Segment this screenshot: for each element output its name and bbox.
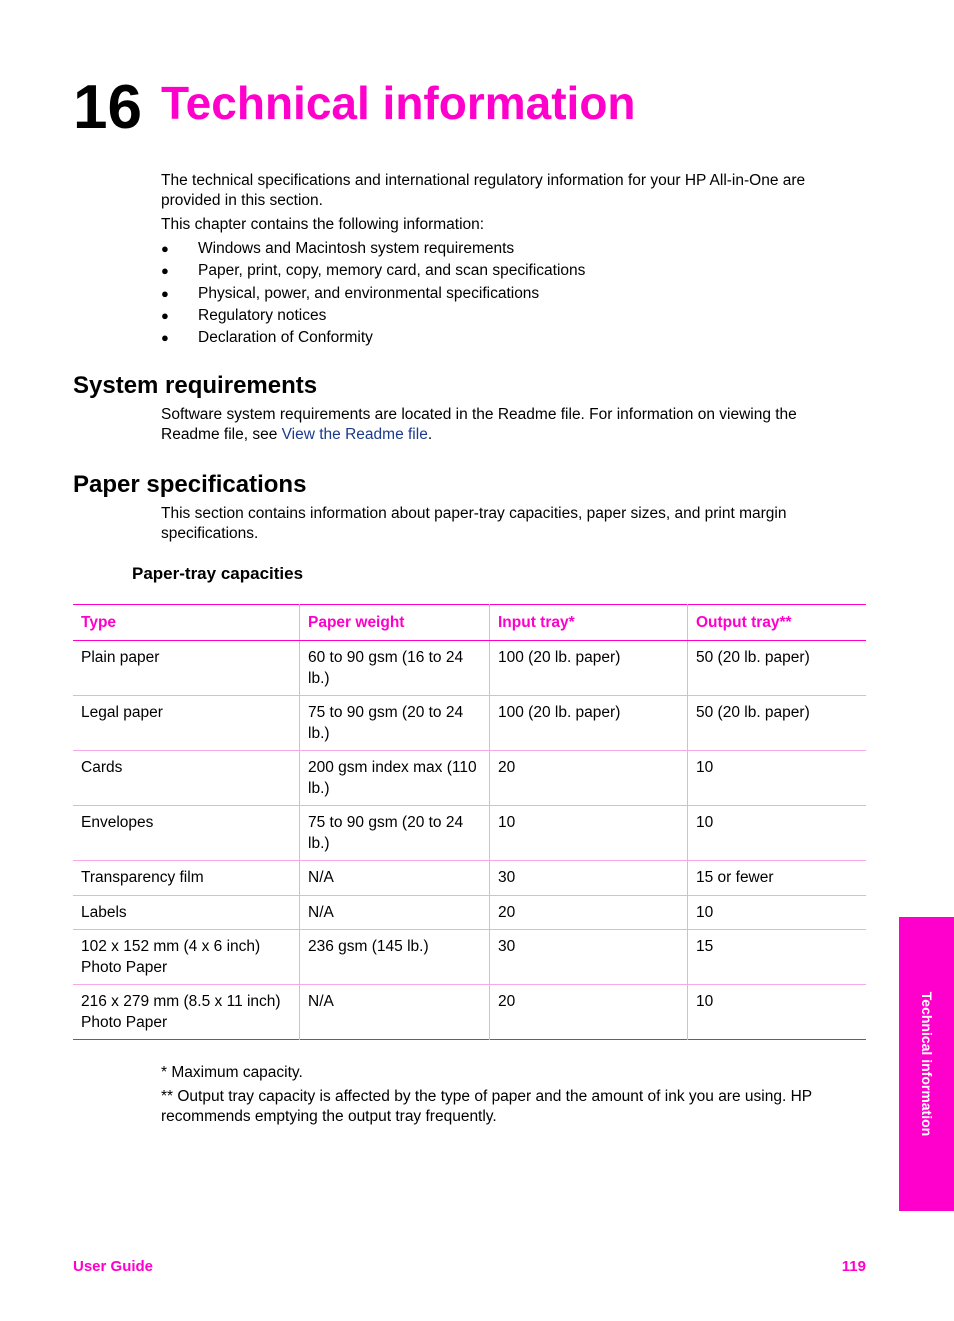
bullet-icon: ● [161, 307, 169, 323]
footer-guide-title: User Guide [73, 1258, 154, 1275]
list-item: ● Physical, power, and environmental specifications [161, 284, 540, 302]
header-output-tray: Output tray** [688, 605, 867, 641]
system-requirements-heading: System requirements [73, 372, 318, 399]
table-row [73, 806, 866, 861]
paper-tray-capacities-heading: Paper-tray capacities [132, 564, 304, 583]
cell-weight: N/A [300, 895, 490, 930]
cell-output: 50 (20 lb. paper) [688, 641, 867, 696]
readme-link[interactable]: View the Readme file [281, 426, 428, 443]
cell-type: Transparency film [73, 861, 300, 896]
table-row [73, 696, 866, 751]
side-tab-label: Technical information [918, 991, 935, 1137]
chapter-number: 16 [73, 73, 142, 142]
bullet-icon: ● [161, 330, 169, 345]
table-row [73, 895, 866, 930]
cell-input: 30 [490, 861, 688, 896]
cell-output: 15 or fewer [688, 861, 867, 896]
bullet-icon: ● [161, 285, 169, 301]
header-input-tray: Input tray* [490, 605, 688, 641]
table-row [73, 751, 866, 806]
cell-output: 10 [688, 806, 867, 861]
bullet-icon: ● [161, 241, 169, 256]
cell-type: Legal paper [73, 696, 300, 751]
header-type: Type [73, 605, 300, 641]
cell-input: 100 (20 lb. paper) [490, 641, 688, 696]
table-row [73, 985, 866, 1040]
chapter-side-tab [899, 917, 954, 1211]
table-row [73, 641, 866, 696]
list-item: ● Windows and Macintosh system requirements [161, 240, 515, 257]
table-row [73, 930, 866, 985]
paper-tray-table [73, 604, 866, 1040]
chapter-title: Technical information [161, 77, 636, 129]
list-item: ● Paper, print, copy, memory card, and scan specifications [161, 262, 586, 280]
cell-weight: 75 to 90 gsm (20 to 24 lb.) [300, 806, 490, 861]
cell-weight: 200 gsm index max (110 lb.) [300, 751, 490, 806]
cell-type: Cards [73, 751, 300, 806]
table-row [73, 861, 866, 896]
cell-input: 20 [490, 895, 688, 930]
cell-weight: N/A [300, 861, 490, 896]
cell-output: 10 [688, 895, 867, 930]
intro-contents-lead: This chapter contains the following information: [161, 216, 485, 233]
paper-specifications-text: This section contains information about paper-tray capacities, paper sizes, and print margin specifications. [161, 505, 787, 542]
cell-input: 30 [490, 930, 688, 985]
cell-input: 100 (20 lb. paper) [490, 696, 688, 751]
cell-type: Labels [73, 895, 300, 930]
page-number: 119 [841, 1258, 866, 1275]
bullet-icon: ● [161, 263, 169, 279]
cell-weight: 75 to 90 gsm (20 to 24 lb.) [300, 696, 490, 751]
list-item: ● Regulatory notices [161, 306, 327, 324]
cell-weight: N/A [300, 985, 490, 1040]
header-paper-weight: Paper weight [300, 605, 490, 641]
cell-output: 10 [688, 751, 867, 806]
footnote-output-tray: ** Output tray capacity is affected by the type of paper and the amount of ink you are using. HP recommends emptying the output tray frequently. [161, 1088, 812, 1125]
cell-type: 216 x 279 mm (8.5 x 11 inch) Photo Paper [73, 985, 300, 1040]
cell-input: 20 [490, 751, 688, 806]
cell-output: 15 [688, 930, 867, 985]
cell-output: 50 (20 lb. paper) [688, 696, 867, 751]
cell-weight: 236 gsm (145 lb.) [300, 930, 490, 985]
cell-type: 102 x 152 mm (4 x 6 inch) Photo Paper [73, 930, 300, 985]
intro-paragraph: The technical specifications and international regulatory information for your HP All-in-One are provided in this section. [161, 172, 806, 209]
cell-type: Plain paper [73, 641, 300, 696]
cell-weight: 60 to 90 gsm (16 to 24 lb.) [300, 641, 490, 696]
cell-type: Envelopes [73, 806, 300, 861]
paper-specifications-heading: Paper specifications [73, 471, 307, 498]
cell-input: 20 [490, 985, 688, 1040]
cell-output: 10 [688, 985, 867, 1040]
contents-list [161, 239, 585, 350]
footnote-max-capacity: * Maximum capacity. [161, 1064, 303, 1081]
table-header-row [73, 605, 866, 641]
system-requirements-text: Software system requirements are located in the Readme file. For information on viewing the Readme file, see View the Readme file. [161, 406, 797, 443]
cell-input: 10 [490, 806, 688, 861]
list-item: ● Declaration of Conformity [161, 329, 373, 346]
